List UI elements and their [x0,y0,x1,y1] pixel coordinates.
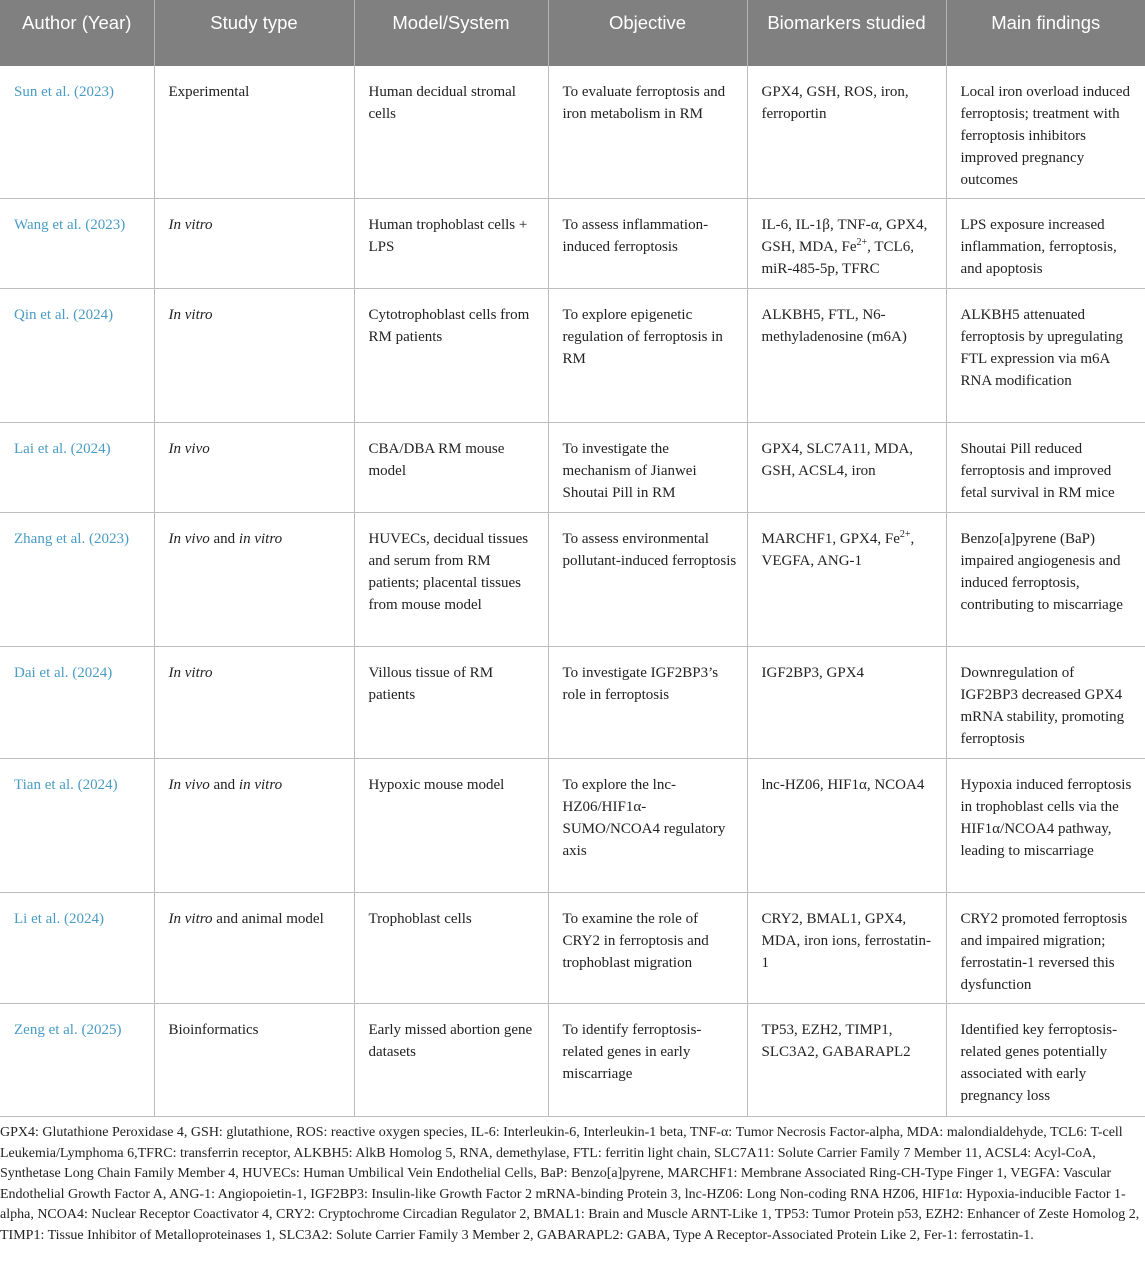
study-type-italic: In vivo [168,441,210,457]
header-row [0,0,1145,66]
findings-cell: Shoutai Pill reduced ferroptosis and improved fetal survival in RM mice [946,423,1145,513]
header-biomarkers: Biomarkers studied [747,0,946,66]
table-row [0,647,1145,759]
biomarkers-text: IL-6, IL-1β, TNF-α, GPX4, GSH, MDA, Fe [761,217,928,255]
findings-cell: Identified key ferroptosis-related genes potentially associated with early pregnancy loss [946,1004,1145,1117]
objective-cell: To investigate IGF2BP3’s role in ferroptosis [548,647,747,759]
model-cell: Human decidual stromal cells [354,66,548,199]
biomarkers-cell: GPX4, GSH, ROS, iron, ferroportin [747,66,946,199]
objective-cell: To examine the role of CRY2 in ferroptosis and trophoblast migration [548,893,747,1004]
superscript: 2+ [856,237,868,248]
table-row [0,289,1145,423]
model-cell: Early missed abortion gene datasets [354,1004,548,1117]
objective-cell: To assess environmental pollutant-induced ferroptosis [548,513,747,647]
study-type-text: and [209,777,239,793]
objective-cell: To identify ferroptosis-related genes in early miscarriage [548,1004,747,1117]
study-type-text: and [209,531,239,547]
table-row [0,66,1145,199]
model-cell: CBA/DBA RM mouse model [354,423,548,513]
table-row [0,893,1145,1004]
study-type-cell [154,893,354,1004]
author-link[interactable]: Tian et al. (2024) [0,759,154,893]
author-link[interactable]: Li et al. (2024) [0,893,154,1004]
header-main-findings: Main findings [946,0,1145,66]
objective-cell: To explore epigenetic regulation of ferroptosis in RM [548,289,747,423]
author-link[interactable]: Sun et al. (2023) [0,66,154,199]
header-author-year: Author (Year) [0,0,154,66]
study-type-cell [154,759,354,893]
findings-cell: CRY2 promoted ferroptosis and impaired migration; ferrostatin-1 reversed this dysfunction [946,893,1145,1004]
study-type-italic: In vitro [168,911,213,927]
table-row [0,513,1145,647]
author-link[interactable]: Zeng et al. (2025) [0,1004,154,1117]
biomarkers-cell [747,199,946,289]
table-row [0,1004,1145,1117]
biomarkers-cell: TP53, EZH2, TIMP1, SLC3A2, GABARAPL2 [747,1004,946,1117]
table-row [0,199,1145,289]
objective-cell: To investigate the mechanism of Jianwei Shoutai Pill in RM [548,423,747,513]
biomarkers-text: , TCL6, miR-485-5p, TFRC [761,239,914,277]
author-link[interactable]: Lai et al. (2024) [0,423,154,513]
findings-cell: Downregulation of IGF2BP3 decreased GPX4 mRNA stability, promoting ferroptosis [946,647,1145,759]
header-objective: Objective [548,0,747,66]
superscript: 2+ [899,529,911,540]
study-type-italic: In vivo [168,777,210,793]
study-type-cell [154,423,354,513]
study-type-italic: In vitro [168,665,213,681]
biomarkers-cell: ALKBH5, FTL, N6-methyladenosine (m6A) [747,289,946,423]
table-footnote: GPX4: Glutathione Peroxidase 4, GSH: glutathione, ROS: reactive oxygen species, IL-6: Interleukin-6, Interleukin-1 beta, TNF-α: Tumor Necrosis Factor-alpha, MDA: malondialdehyde, TCL6: T-cell Leukemia/Lymphoma 6,TFRC: transferrin receptor, ALKBH5: AlkB Homolog 5, RNA, demethylase, FTL: ferritin light chain, SLC7A11: Solute Carrier Family 7 Member 11, ACSL4: Acyl-CoA, Synthetase Long Chain Family Member 4, HUVECs: Human Umbilical Vein Endothelial Cells, BaP: Benzo[a]pyrene, MARCHF1: Membrane Associated Ring-CH-Type Finger 1, VEGFA: Vascular Endothelial Growth Factor A, ANG-1: Angiopoietin-1, IGF2BP3: Insulin-like Growth Factor 2 mRNA-binding Protein 3, lnc-HZ06: Long Non-coding RNA HZ06, HIF1α: Hypoxia-inducible Factor 1-alpha, NCOA4: Nuclear Receptor Coactivator 4, CRY2: Cryptochrome Circadian Regulator 2, BMAL1: Brain and Muscle ARNT-Like 1, TP53: Tumor Protein p53, EZH2: Enhancer of Zeste Homolog 2, TIMP1: Tissue Inhibitor of Metalloproteinases 1, SLC3A2: Solute Carrier Family 3 Member 2, GABARAPL2: GABA, Type A Receptor-Associated Protein Like 2, Fer-1: ferrostatin-1. [0,1125,1140,1243]
findings-cell: Benzo[a]pyrene (BaP) impaired angiogenesis and induced ferroptosis, contributing to miscarriage [946,513,1145,647]
model-cell: Human trophoblast cells + LPS [354,199,548,289]
objective-cell: To assess inflammation-induced ferroptosis [548,199,747,289]
study-type-italic: in vitro [238,777,283,793]
findings-cell: Local iron overload induced ferroptosis; treatment with ferroptosis inhibitors improved pregnancy outcomes [946,66,1145,199]
model-cell: Cytotrophoblast cells from RM patients [354,289,548,423]
study-type-italic: In vitro [168,307,213,323]
model-cell: Trophoblast cells [354,893,548,1004]
study-type-cell [154,289,354,423]
author-link[interactable]: Qin et al. (2024) [0,289,154,423]
header-study-type: Study type [154,0,354,66]
biomarkers-text: MARCHF1, GPX4, Fe [761,531,900,547]
objective-cell: To explore the lnc-HZ06/HIF1α-SUMO/NCOA4 regulatory axis [548,759,747,893]
biomarkers-text: , VEGFA, ANG-1 [761,531,915,569]
study-type-cell [154,199,354,289]
model-cell: HUVECs, decidual tissues and serum from RM patients; placental tissues from mouse model [354,513,548,647]
table-row [0,759,1145,893]
biomarkers-cell: IGF2BP3, GPX4 [747,647,946,759]
findings-cell: LPS exposure increased inflammation, ferroptosis, and apoptosis [946,199,1145,289]
study-type-italic: In vitro [168,217,213,233]
author-link[interactable]: Dai et al. (2024) [0,647,154,759]
author-link[interactable]: Wang et al. (2023) [0,199,154,289]
table-row [0,423,1145,513]
header-model-system: Model/System [354,0,548,66]
table-header [0,0,1145,66]
author-link[interactable]: Zhang et al. (2023) [0,513,154,647]
study-type-cell: Bioinformatics [154,1004,354,1117]
study-type-cell [154,647,354,759]
findings-cell: ALKBH5 attenuated ferroptosis by upregulating FTL expression via m6A RNA modification [946,289,1145,423]
table-body [0,66,1145,1117]
study-type-italic: in vitro [238,531,283,547]
study-type-cell [154,513,354,647]
findings-cell: Hypoxia induced ferroptosis in trophoblast cells via the HIF1α/NCOA4 pathway, leading to miscarriage [946,759,1145,893]
study-type-cell: Experimental [154,66,354,199]
study-type-italic: In vivo [168,531,210,547]
biomarkers-cell [747,513,946,647]
biomarkers-cell: CRY2, BMAL1, GPX4, MDA, iron ions, ferrostatin-1 [747,893,946,1004]
model-cell: Hypoxic mouse model [354,759,548,893]
biomarkers-cell: lnc-HZ06, HIF1α, NCOA4 [747,759,946,893]
model-cell: Villous tissue of RM patients [354,647,548,759]
study-type-text: and animal model [212,911,324,927]
biomarkers-cell: GPX4, SLC7A11, MDA, GSH, ACSL4, iron [747,423,946,513]
objective-cell: To evaluate ferroptosis and iron metabolism in RM [548,66,747,199]
